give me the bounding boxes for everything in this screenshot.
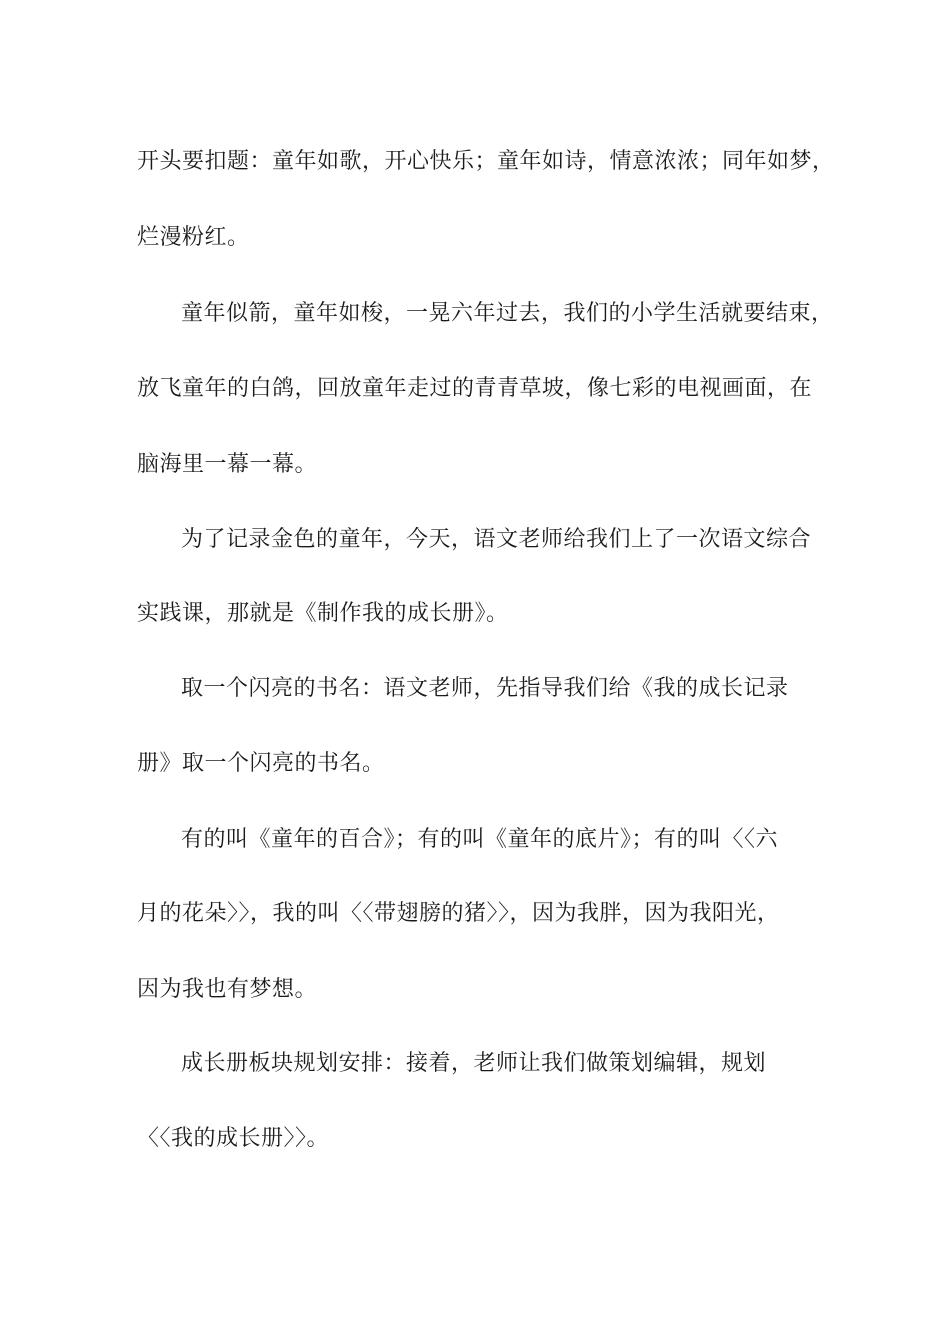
paragraph-5-line-1: 有的叫《童年的百合》；有的叫《童年的底片》；有的叫〈〈六	[181, 827, 779, 852]
paragraph-2-line-1: 童年似箭，童年如梭，一晃六年过去，我们的小学生活就要结束，	[181, 301, 834, 326]
paragraph-5-line-3: 因为我也有梦想。	[137, 977, 318, 1002]
paragraph-6-line-1: 成长册板块规划安排：接着，老师让我们做策划编辑，规划	[181, 1051, 767, 1076]
paragraph-2-line-2: 放飞童年的白鸽，回放童年走过的青青草坡，像七彩的电视画面，在	[137, 376, 813, 401]
paragraph-3-line-2: 实践课，那就是《制作我的成长册》。	[137, 601, 509, 626]
paragraph-5-line-2: 月的花朵〉〉，我的叫〈〈带翅膀的猪〉〉，因为我胖，因为我阳光，	[137, 901, 780, 926]
paragraph-4-line-1: 取一个闪亮的书名：语文老师，先指导我们给《我的成长记录	[181, 676, 789, 701]
paragraph-3-line-1: 为了记录金色的童年，今天，语文老师给我们上了一次语文综合	[181, 527, 812, 552]
paragraph-2-line-3: 脑海里一幕一幕。	[137, 452, 318, 477]
paragraph-1-line-1: 开头要扣题：童年如歌，开心快乐；童年如诗，情意浓浓；同年如梦，	[137, 149, 835, 174]
paragraph-4-line-2: 册》取一个闪亮的书名。	[137, 751, 385, 776]
paragraph-6-line-2: 〈〈我的成长册〉〉。	[137, 1126, 330, 1151]
paragraph-1-line-2: 烂漫粉红。	[137, 225, 250, 250]
